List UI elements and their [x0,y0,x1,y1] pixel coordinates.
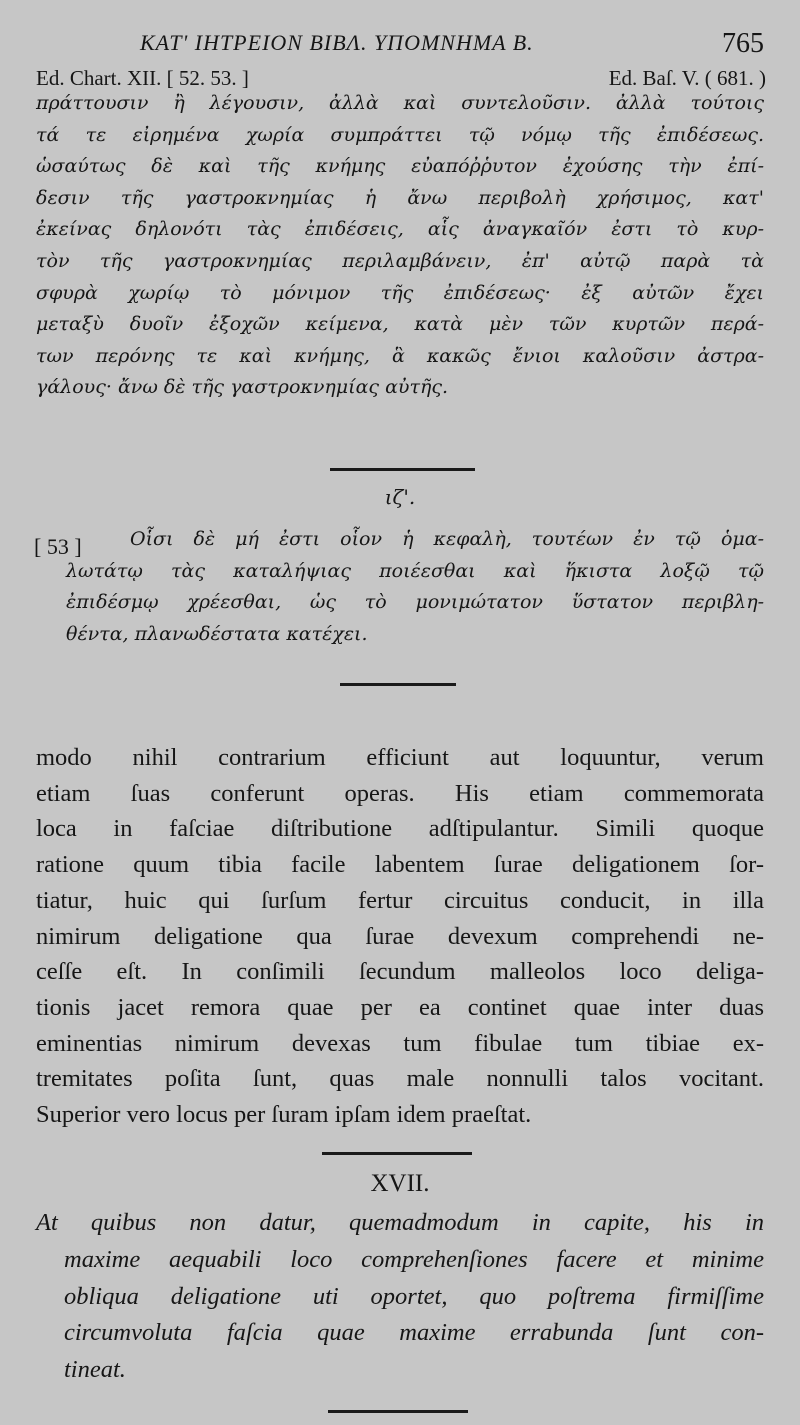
greek-line: ἐκείνας δηλονότι τὰς ἐπιδέσεις, αἷς ἀναγκαῖόν ἐστι τὸ κυρ- [36,218,764,241]
latin-section-number: XVII. [370,1170,430,1197]
latin-line: eminentias nimirum devexas tum fibulae tum tibiae ex- [36,1029,764,1057]
greek-line: θέντα, πλανωδέστατα κατέχει. [66,622,368,645]
latin-line: modo nihil contrarium efficiunt aut loquuntur, verum [36,744,764,771]
section-divider [330,468,475,471]
latin-line: loca in faſciae diſtributione adſtipulantur. Simili quoque [36,815,764,843]
edition-reference-right: Ed. Baſ. V. ( 681. ) [608,66,766,90]
greek-line: γάλους· ἄνω δὲ τῆς γαστροκνημίας αὐτῆς. [36,376,449,399]
latin-line: Superior vero locus per ſuram ipſam idem praeſtat. [36,1101,532,1129]
latin-italic-paragraph [36,1205,764,1389]
latin-italic-line: tineat. [64,1356,126,1384]
latin-italic-line: circumvoluta faſcia quae maxime errabunda ſunt con- [64,1319,764,1347]
latin-italic-line: At quibus non datur, quemadmodum in capite, his in [36,1209,764,1236]
greek-line: πράττουσιν ἢ λέγουσιν, ἀλλὰ καὶ συντελοῦσιν. ἀλλὰ τούτοις [36,92,764,114]
latin-line: ratione quum tibia facile labentem ſurae deligationem ſor- [36,851,764,879]
page-marker: [ 53 ] [34,534,82,559]
latin-line: etiam ſuas conferunt operas. His etiam commemorata [36,779,764,807]
latin-paragraph [36,740,764,1133]
greek-line: ἐπιδέσμῳ χρέεσθαι, ὡς τὸ μονιμώτατον ὕστατον περιβλη- [66,591,764,614]
running-title: ΚΑΤ' ΙΗΤΡΕΙΟΝ ΒΙΒΛ. ΥΠΟΜΝΗΜΑ Β. [140,30,534,55]
greek-paragraph-2 [36,524,764,650]
section-divider [322,1152,472,1155]
latin-italic-line: maxime aequabili loco comprehenſiones facere et minime [64,1245,764,1273]
latin-line: tionis jacet remora quae per ea continet quae inter duas [36,993,764,1021]
greek-line: τὸν τῆς γαστροκνημίας περιλαμβάνειν, ἐπ' αὐτῷ παρὰ τὰ [36,249,764,272]
greek-line: μεταξὺ δυοῖν ἐξοχῶν κείμενα, κατὰ μὲν τῶν κυρτῶν περά- [36,313,764,336]
greek-line: των περόνης τε καὶ κνήμης, ἃ κακῶς ἔνιοι καλοῦσιν ἀστρα- [36,344,764,367]
greek-paragraph-1 [36,88,764,404]
greek-line: ὡσαύτως δὲ καὶ τῆς κνήμης εὐαπόῤῥυτον ἐχούσης τὴν ἐπί- [36,155,764,178]
latin-italic-line: obliqua deligatione uti oportet, quo poſtrema firmiſſime [64,1282,764,1310]
page-number: 765 [722,28,764,59]
greek-line: λωτάτῳ τὰς καταλήψιας ποιέεσθαι καὶ ἥκιστα λοξῷ τῷ [66,559,764,582]
greek-line: τά τε εἰρημένα χωρία συμπράττει τῷ νόμῳ τῆς ἐπιδέσεως. [36,123,764,146]
section-divider [328,1410,468,1413]
edition-reference-left: Ed. Chart. XII. [ 52. 53. ] [36,66,249,90]
greek-line: Οἷσι δὲ μή ἐστι οἷον ἡ κεφαλὴ, τουτέων ἐν τῷ ὁμα- [130,528,764,550]
greek-line: σφυρὰ χωρίῳ τὸ μόνιμον τῆς ἐπιδέσεως· ἐξ αὐτῶν ἔχει [36,281,764,304]
latin-line: ceſſe eſt. In conſimili ſecundum malleolos loco deliga- [36,958,764,986]
latin-line: nimirum deligatione qua ſurae devexum comprehendi ne- [36,922,764,950]
greek-line: δεσιν τῆς γαστροκνημίας ἡ ἄνω περιβολὴ χρήσιμος, κατ' [36,186,764,209]
latin-line: tiatur, huic qui ſurſum fertur circuitus conducit, in illa [36,886,764,914]
latin-line: tremitates poſita ſunt, quas male nonnulli talos vocitant. [36,1065,764,1093]
section-divider [340,683,456,686]
greek-section-number: ιζ'. [384,485,416,509]
